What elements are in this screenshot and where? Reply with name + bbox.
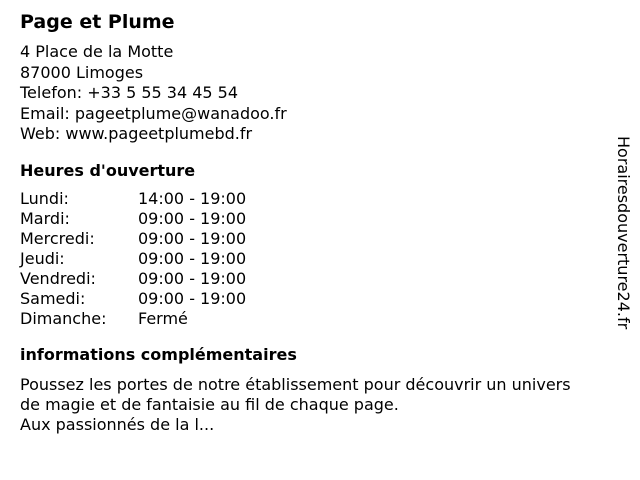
business-name: Page et Plume <box>20 11 175 33</box>
hours-day: Mercredi: <box>20 228 95 248</box>
hours-time: 09:00 - 19:00 <box>138 248 247 268</box>
email-address: Email: pageetplume@wanadoo.fr <box>20 103 287 123</box>
info-heading: informations complémentaires <box>20 344 297 364</box>
info-line-2: de magie et de fantaisie au fil de chaque page. <box>20 394 399 414</box>
hours-table <box>20 189 610 329</box>
info-line-1: Poussez les portes de notre établissement pour découvrir un univers <box>20 374 571 394</box>
hours-day: Vendredi: <box>20 268 96 288</box>
phone-number: Telefon: +33 5 55 34 45 54 <box>20 83 239 102</box>
hours-time: 09:00 - 19:00 <box>138 268 247 288</box>
hours-day: Jeudi: <box>20 248 65 268</box>
info-description <box>20 375 610 435</box>
hours-heading: Heures d'ouverture <box>20 160 196 180</box>
website-address: Web: www.pageetplumebd.fr <box>20 124 253 143</box>
business-details <box>20 8 610 435</box>
hours-time: 09:00 - 19:00 <box>138 288 247 308</box>
hours-time: Fermé <box>138 308 188 328</box>
hours-row-monday <box>20 189 610 209</box>
hours-time: 14:00 - 19:00 <box>138 188 247 208</box>
address-line-1: 4 Place de la Motte <box>20 42 174 61</box>
site-watermark: Horairesdouverture24.fr <box>614 136 633 330</box>
hours-day: Dimanche: <box>20 308 107 328</box>
contact-block <box>20 42 610 145</box>
hours-row-sunday <box>20 309 610 329</box>
hours-time: 09:00 - 19:00 <box>138 228 247 248</box>
hours-row-friday <box>20 269 610 289</box>
hours-row-tuesday <box>20 209 610 229</box>
hours-day: Samedi: <box>20 288 86 308</box>
hours-day: Lundi: <box>20 188 69 208</box>
hours-row-thursday <box>20 249 610 269</box>
hours-day: Mardi: <box>20 208 70 228</box>
info-line-3: Aux passionnés de la l... <box>20 414 215 434</box>
hours-row-saturday <box>20 289 610 309</box>
address-line-2: 87000 Limoges <box>20 62 144 82</box>
hours-row-wednesday <box>20 229 610 249</box>
hours-time: 09:00 - 19:00 <box>138 208 247 228</box>
